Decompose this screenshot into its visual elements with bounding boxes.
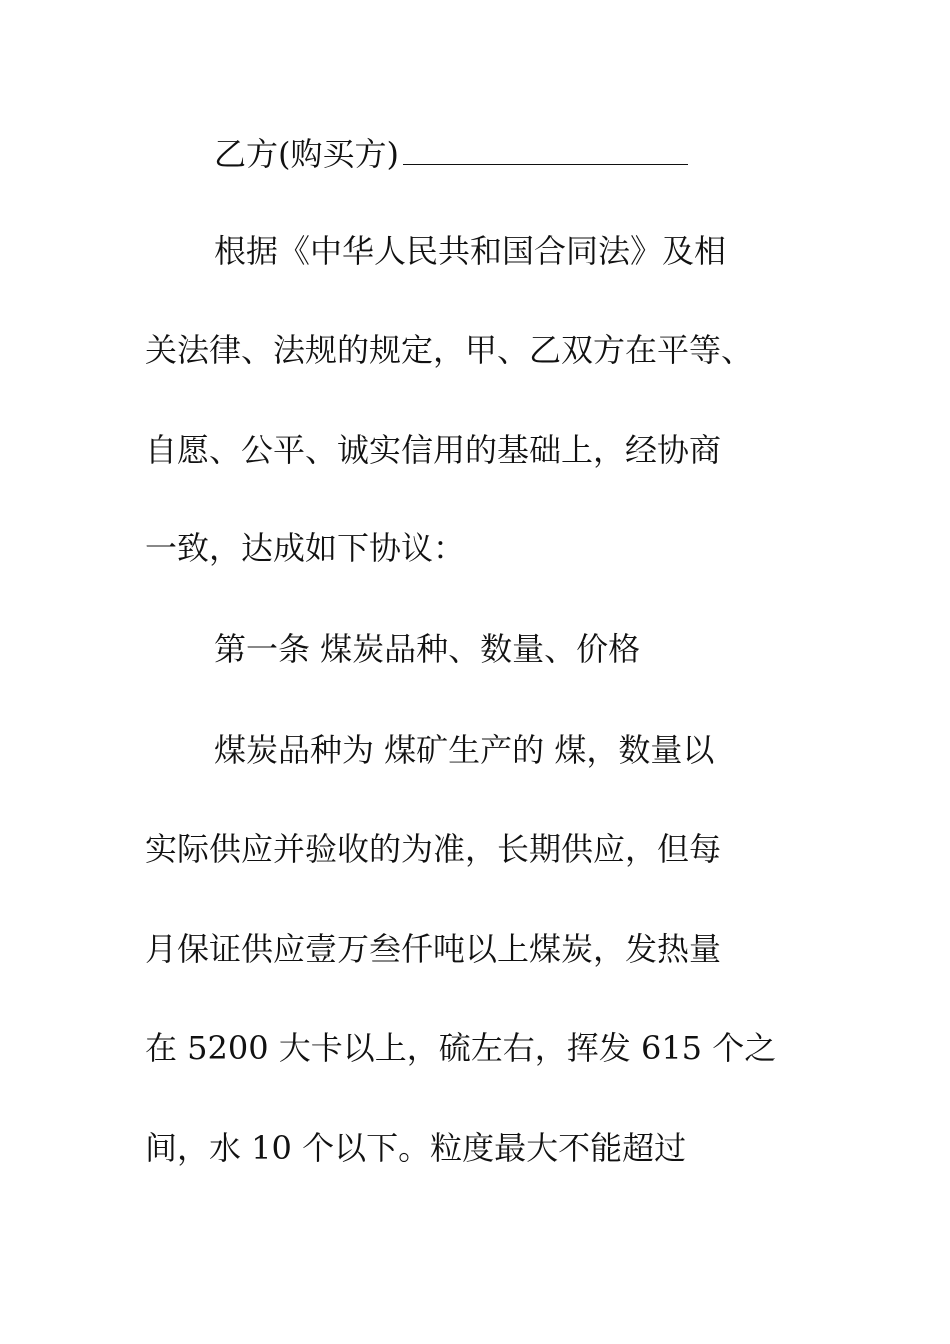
article-heading: 第一条 煤炭品种、数量、价格 xyxy=(214,630,641,668)
paragraph-line: 根据《中华人民共和国合同法》及相 xyxy=(214,232,727,270)
paragraph-line: 月保证供应壹万叁仟吨以上煤炭，发热量 xyxy=(145,930,722,968)
paragraph-line: 一致，达成如下协议： xyxy=(145,529,466,567)
party-b-blank xyxy=(403,134,688,165)
paragraph-line: 自愿、公平、诚实信用的基础上，经协商 xyxy=(145,431,722,469)
paragraph-line: 煤炭品种为 煤矿生产的 煤，数量以 xyxy=(214,731,715,769)
paragraph-line: 间，水 10 个以下。粒度最大不能超过 xyxy=(145,1129,687,1167)
paragraph-line: 关法律、法规的规定，甲、乙双方在平等、 xyxy=(145,331,754,369)
paragraph-line: 实际供应并验收的为准，长期供应，但每 xyxy=(145,830,722,868)
paragraph-line: 在 5200 大卡以上，硫左右，挥发 615 个之 xyxy=(145,1029,777,1067)
party-b-label: 乙方(购买方) xyxy=(214,135,399,173)
party-b-line xyxy=(214,134,688,174)
